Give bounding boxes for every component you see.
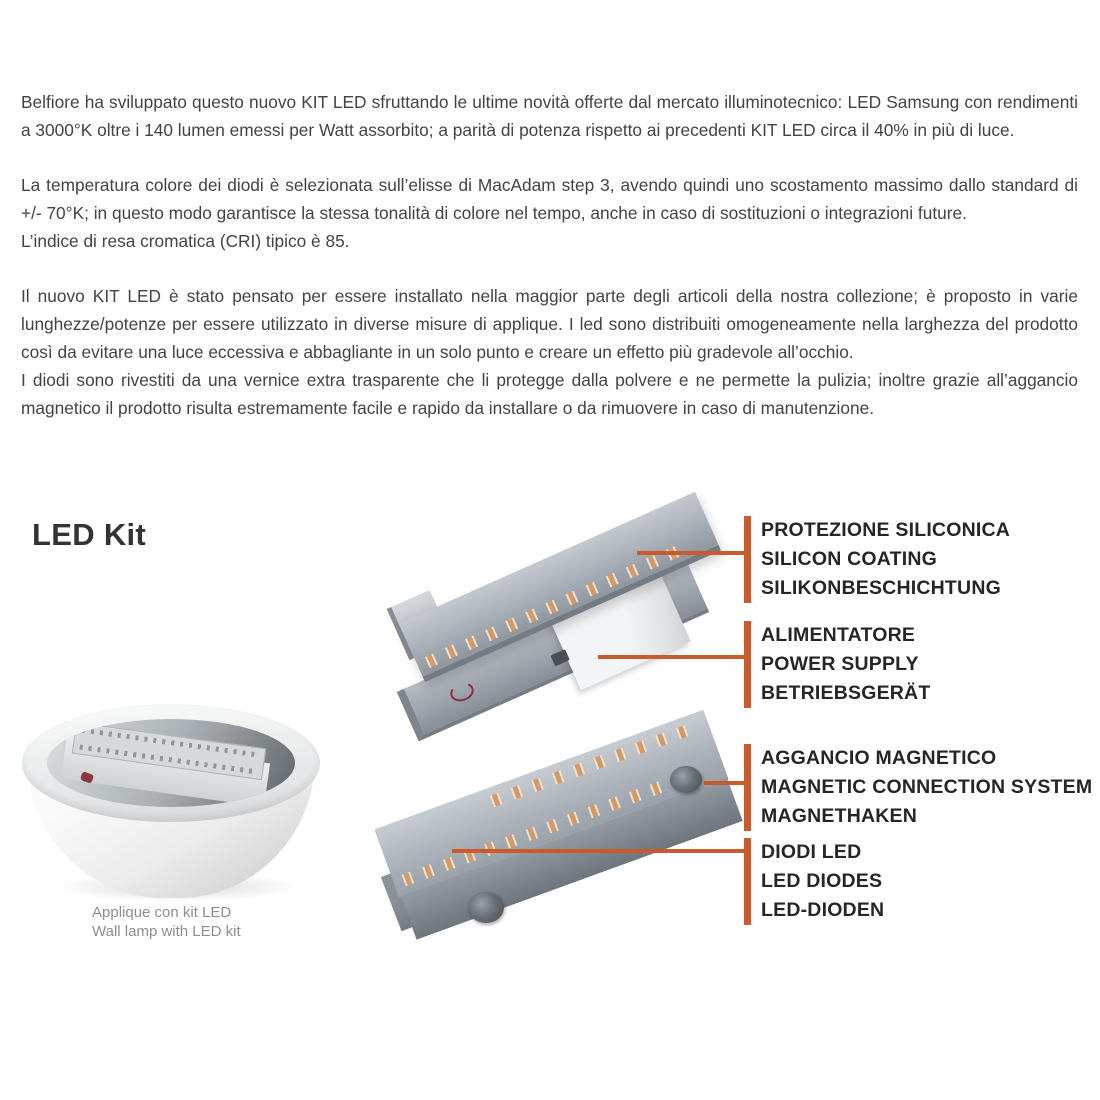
paragraph-color-temperature bbox=[21, 171, 1078, 255]
figure-caption bbox=[92, 903, 241, 941]
led-bar-body bbox=[374, 710, 743, 941]
paragraph-coating-text: I diodi sono rivestiti da una vernice extra trasparente che li protegge dalla polvere e ne permette la pulizia; inoltre grazie all’aggancio magnetico il prodotto risulta estremamente facile e rapido da installare o da rimuovere in caso di manutenzione. bbox=[21, 370, 1078, 418]
callout-label-en: MAGNETIC CONNECTION SYSTEM bbox=[761, 776, 1093, 798]
callout-label-en: POWER SUPPLY bbox=[761, 653, 919, 675]
wall-lamp-photo bbox=[22, 702, 322, 907]
magnet-knob bbox=[468, 892, 504, 923]
caption-line-it: Applique con kit LED bbox=[92, 904, 232, 921]
callout-label-it: DIODI LED bbox=[761, 841, 862, 863]
caption-line-en: Wall lamp with LED kit bbox=[92, 923, 241, 940]
callout-label-it: AGGANCIO MAGNETICO bbox=[761, 747, 997, 769]
callout-led-diodes bbox=[744, 838, 1100, 925]
lamp-opening bbox=[47, 719, 295, 807]
callout-label-de: LED-DIODEN bbox=[761, 899, 885, 921]
magnet-knob bbox=[670, 766, 702, 793]
callout-label-it: ALIMENTATORE bbox=[761, 624, 916, 646]
leader-line-magnetic-connection bbox=[704, 781, 744, 785]
paragraph-intro bbox=[21, 88, 1078, 144]
callout-label-en: LED DIODES bbox=[761, 870, 883, 892]
paragraph-installation bbox=[21, 282, 1078, 422]
article-text bbox=[21, 88, 1078, 449]
callout-power-supply bbox=[744, 621, 1100, 708]
callout-label-it: PROTEZIONE SILICONICA bbox=[761, 519, 1011, 541]
callout-label-en: SILICON COATING bbox=[761, 548, 937, 570]
callout-label-de: SILIKONBESCHICHTUNG bbox=[761, 577, 1001, 599]
leader-line-silicon-coating bbox=[637, 551, 744, 555]
page-title: LED Kit bbox=[32, 517, 147, 552]
paragraph-cri-text: L’indice di resa cromatica (CRI) tipico è 85. bbox=[21, 231, 350, 251]
callout-magnetic-connection bbox=[744, 744, 1100, 831]
paragraph-installation-text: Il nuovo KIT LED è stato pensato per essere installato nella maggior parte degli articoli della nostra collezione; è proposto in varie lunghezze/potenze per essere utilizzato in diverse misure di applique. I led sono distribuiti omogeneamente nella larghezza del prodotto così da evitare una luce eccessiva e abbagliante in un solo punto e creare un effetto più gradevole all’occhio. bbox=[21, 286, 1078, 362]
callout-label-de: MAGNETHAKEN bbox=[761, 805, 918, 827]
leader-line-led-diodes bbox=[452, 849, 744, 853]
paragraph-intro-text: Belfiore ha sviluppato questo nuovo KIT LED sfruttando le ultime novità offerte dal mercato illuminotecnico: LED Samsung con rendimenti a 3000°K oltre i 140 lumen emessi per Watt assorbito; a parità di potenza rispetto ai precedenti KIT LED circa il 40% in più di luce. bbox=[21, 92, 1078, 140]
paragraph-color-temperature-text: La temperatura colore dei diodi è selezionata sull’elisse di MacAdam step 3, avendo quindi uno scostamento massimo dallo standard di +/- 70°K; in questo modo garantisce la stessa tonalità di colore nel tempo, anche in caso di sostituzioni o integrazioni future. bbox=[21, 175, 1078, 223]
leader-line-power-supply bbox=[598, 655, 744, 659]
led-bar-magnet-photo bbox=[382, 740, 738, 940]
callout-label-de: BETRIEBSGERÄT bbox=[761, 682, 931, 704]
callout-silicon-coating bbox=[744, 516, 1100, 603]
